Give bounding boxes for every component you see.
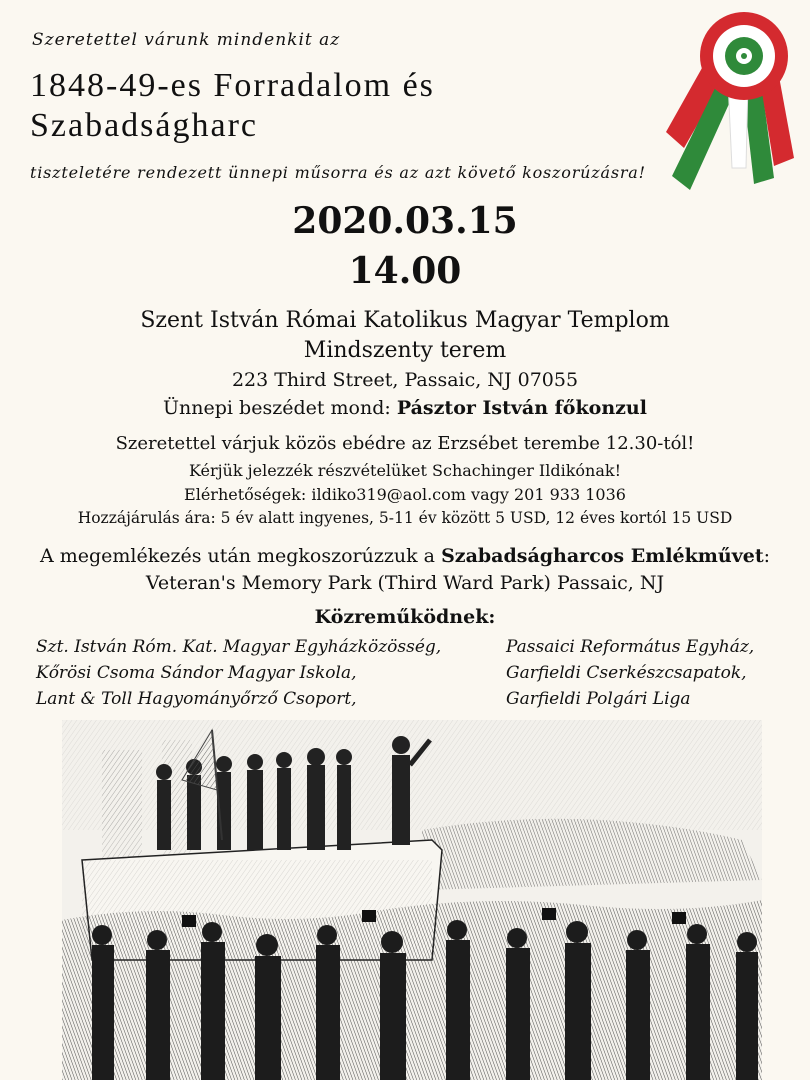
- park-location: Veteran's Memory Park (Third Ward Park) Passaic, NJ: [145, 572, 665, 594]
- contributor-item: Garfieldi Polgári Liga: [506, 689, 691, 709]
- contributors-left-column: [36, 634, 441, 712]
- subtitle: tiszteletére rendezett ünnepi műsorra és az azt követő koszorúzásra!: [30, 163, 646, 182]
- historical-etching-image: [62, 720, 762, 1080]
- wreath-suffix: :: [763, 545, 771, 567]
- contributors-right-column: [506, 634, 754, 712]
- memorial-name: Szabadságharcos Emlékművet: [441, 545, 764, 567]
- lunch-invite: Szeretettel várjuk közös ebédre az Erzsébet terembe 12.30-tól!: [115, 433, 695, 454]
- speaker-name: Pásztor István főkonzul: [396, 397, 647, 419]
- price-info: Hozzájárulás ára: 5 év alatt ingyenes, 5-11 év között 5 USD, 12 éves kortól 15 USD: [77, 509, 733, 527]
- contributor-item: Garfieldi Cserkészcsapatok,: [506, 663, 747, 683]
- event-title: [30, 66, 435, 146]
- contact-info: Elérhetőségek: ildiko319@aol.com vagy 201 933 1036: [184, 485, 626, 504]
- intro-text: Szeretettel várunk mindenkit az: [32, 30, 341, 50]
- title-line-2: Szabadságharc: [30, 107, 259, 144]
- wreath-line: [0, 545, 810, 567]
- contributors-heading: Közreműködnek:: [314, 606, 496, 628]
- title-line-1: 1848-49-es Forradalom és: [30, 67, 435, 104]
- hungarian-cockade-icon: [662, 8, 802, 194]
- speech-prefix: Ünnepi beszédet mond:: [163, 397, 397, 419]
- event-date: 2020.03.15: [292, 200, 518, 242]
- wreath-prefix: A megemlékezés után megkoszorúzzuk a: [39, 545, 442, 567]
- contributor-item: Szt. István Róm. Kat. Magyar Egyházközösség,: [36, 637, 442, 657]
- contributor-item: Lant & Toll Hagyományőrző Csoport,: [36, 689, 357, 709]
- contributor-item: Kőrösi Csoma Sándor Magyar Iskola,: [36, 663, 357, 683]
- rsvp-note: Kérjük jelezzék részvételüket Schachinger Ildikónak!: [188, 461, 622, 480]
- speech-line: [0, 397, 810, 419]
- event-time: 14.00: [348, 250, 462, 292]
- contributor-item: Passaici Református Egyház,: [506, 637, 755, 657]
- venue-address: 223 Third Street, Passaic, NJ 07055: [231, 369, 579, 391]
- venue-name: Szent István Római Katolikus Magyar Templom: [140, 308, 670, 333]
- venue-room: Mindszenty terem: [303, 338, 507, 363]
